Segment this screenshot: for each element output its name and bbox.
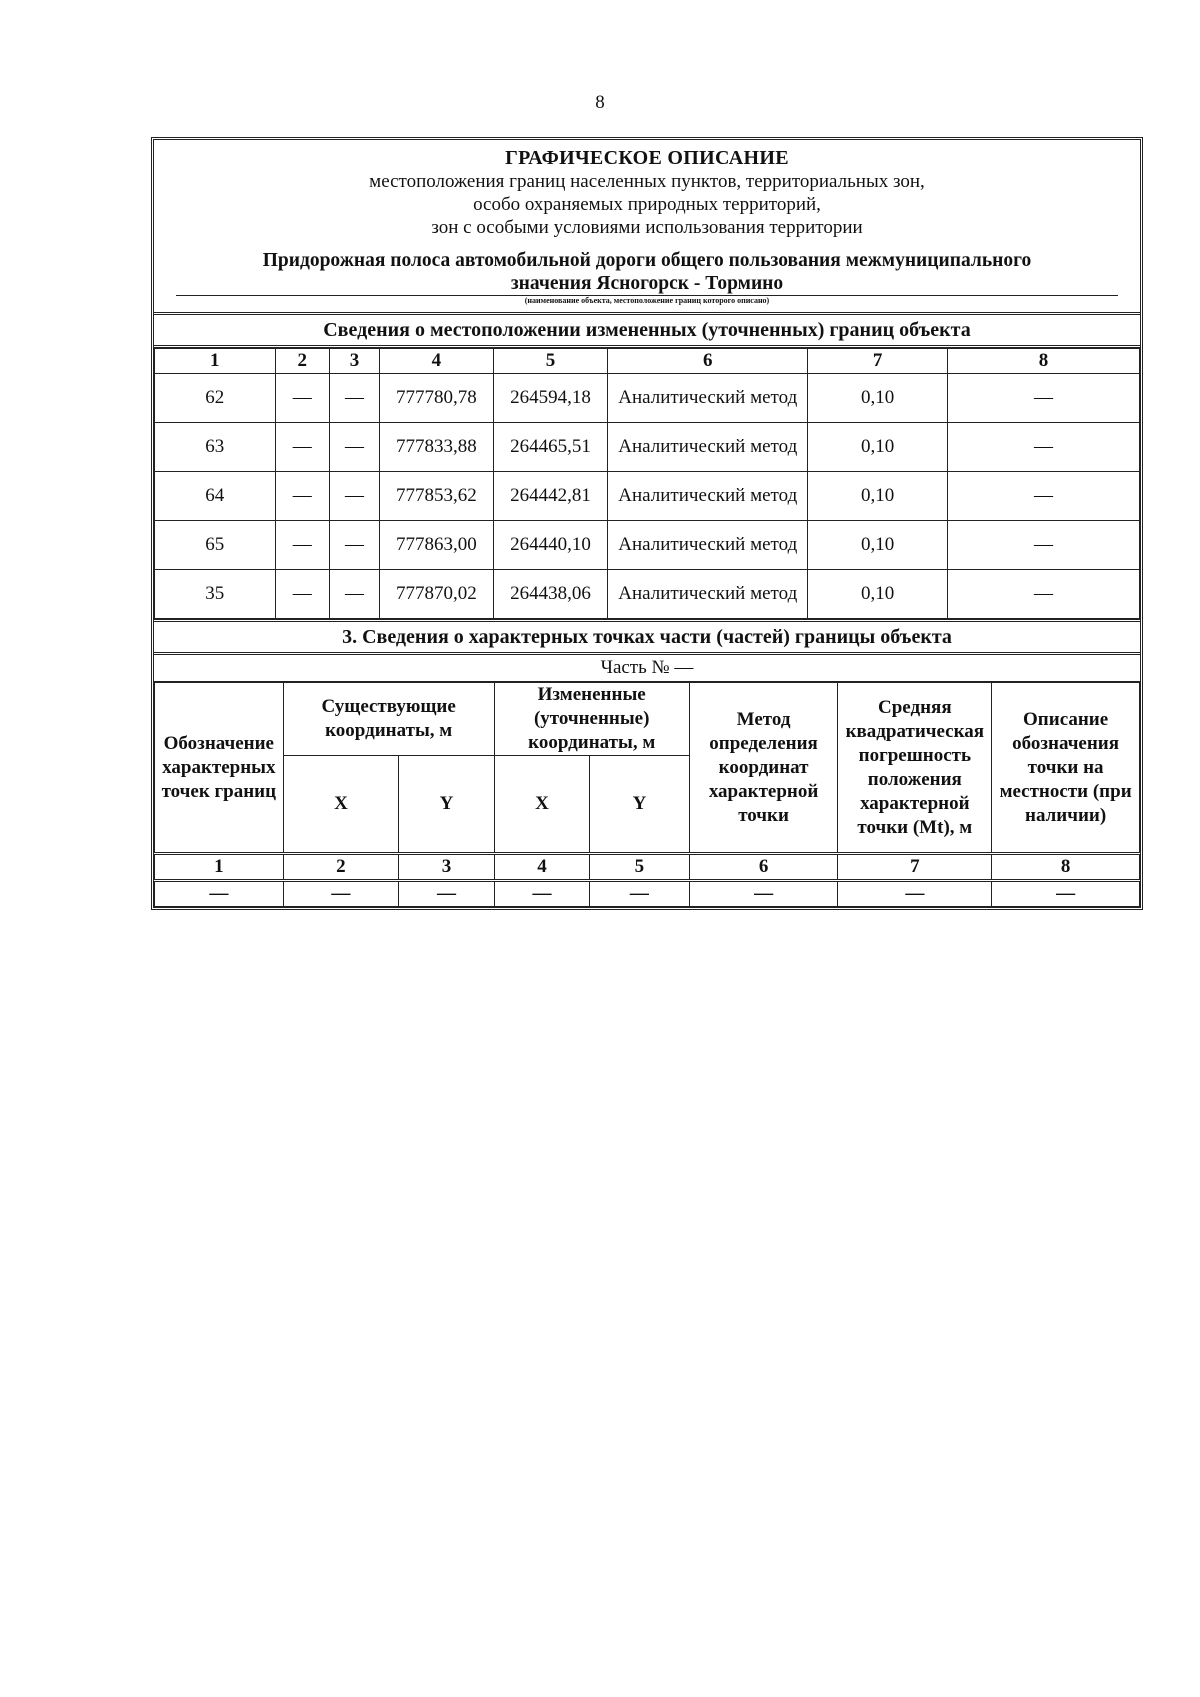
column-number: 8 [947,349,1139,374]
changed-x: 777833,88 [380,423,494,472]
method: Аналитический метод [608,423,808,472]
method: Аналитический метод [608,570,808,619]
method: Аналитический метод [608,472,808,521]
table-row [155,570,1140,619]
existing-x: — [275,521,329,570]
point-id: 35 [155,570,276,619]
header-existing-x: X [283,756,399,854]
column-number: 4 [380,349,494,374]
table-row [155,521,1140,570]
empty-cell: — [155,881,284,907]
error: 0,10 [808,374,948,423]
header-existing-coords: Существующие координаты, м [283,683,494,756]
object-name-line: Придорожная полоса автомобильной дороги общего пользования межмуниципального [262,250,1032,271]
header-changed-coords: Измененные (уточненные) координаты, м [494,683,689,756]
table-row [155,374,1140,423]
point-id: 65 [155,521,276,570]
section3-table [154,682,1140,907]
column-number: 7 [838,854,992,881]
column-number-row [155,854,1140,881]
column-number: 4 [494,854,589,881]
column-number: 1 [155,349,276,374]
document-title: ГРАФИЧЕСКОЕ ОПИСАНИЕ [505,147,789,169]
description: — [947,374,1139,423]
existing-x: — [275,472,329,521]
header-method: Метод определения координат характерной точки [689,683,838,854]
changed-y: 264442,81 [493,472,608,521]
subtitle-line: местоположения границ населенных пунктов, территориальных зон, [369,171,925,192]
existing-y: — [329,472,379,521]
empty-cell: — [590,881,690,907]
table-row [155,423,1140,472]
error: 0,10 [808,521,948,570]
existing-y: — [329,374,379,423]
column-number: 2 [283,854,399,881]
empty-cell: — [992,881,1140,907]
empty-cell: — [283,881,399,907]
changed-x: 777870,02 [380,570,494,619]
changed-y: 264438,06 [493,570,608,619]
header-existing-y: Y [399,756,494,854]
column-number: 8 [992,854,1140,881]
error: 0,10 [808,570,948,619]
header-changed-x: X [494,756,589,854]
part-label: Часть № — [154,655,1140,682]
graphic-description-frame [151,137,1143,910]
column-number: 5 [590,854,690,881]
empty-cell: — [838,881,992,907]
changed-y: 264440,10 [493,521,608,570]
section2-table [154,348,1140,619]
description: — [947,521,1139,570]
object-caption: (наименование объекта, местоположение границ которого описано) [524,296,770,305]
document-header [154,140,1140,315]
header-row [155,683,1140,756]
existing-x: — [275,423,329,472]
changed-x: 777780,78 [380,374,494,423]
column-number-row [155,349,1140,374]
point-id: 64 [155,472,276,521]
column-number: 3 [399,854,494,881]
method: Аналитический метод [608,374,808,423]
table-row [155,472,1140,521]
column-number: 6 [608,349,808,374]
changed-y: 264594,18 [493,374,608,423]
column-number: 2 [275,349,329,374]
existing-y: — [329,570,379,619]
changed-x: 777863,00 [380,521,494,570]
empty-cell: — [689,881,838,907]
subtitle-line: зон с особыми условиями использования территории [431,217,863,238]
error: 0,10 [808,472,948,521]
description: — [947,472,1139,521]
column-number: 3 [329,349,379,374]
column-number: 5 [493,349,608,374]
subtitle-line: особо охраняемых природных территорий, [473,194,821,215]
existing-x: — [275,374,329,423]
description: — [947,423,1139,472]
header-point-designation: Обозначение характерных точек границ [155,683,284,854]
section3-title: 3. Сведения о характерных точках части (частей) границы объекта [154,619,1140,655]
point-id: 62 [155,374,276,423]
header-changed-y: Y [590,756,690,854]
object-name-line: значения Ясногорск - Тормино [510,273,784,294]
column-number: 6 [689,854,838,881]
changed-x: 777853,62 [380,472,494,521]
object-name [166,249,1128,295]
changed-y: 264465,51 [493,423,608,472]
header-error: Средняя квадратическая погрешность положения характерной точки (Mt), м [838,683,992,854]
table-row [155,881,1140,907]
column-number: 1 [155,854,284,881]
section2-title: Сведения о местоположении измененных (уточненных) границ объекта [154,315,1140,348]
empty-cell: — [494,881,589,907]
header-description: Описание обозначения точки на местности (при наличии) [992,683,1140,854]
point-id: 63 [155,423,276,472]
error: 0,10 [808,423,948,472]
empty-cell: — [399,881,494,907]
existing-y: — [329,521,379,570]
column-number: 7 [808,349,948,374]
page-number: 8 [595,92,605,113]
method: Аналитический метод [608,521,808,570]
existing-y: — [329,423,379,472]
description: — [947,570,1139,619]
existing-x: — [275,570,329,619]
